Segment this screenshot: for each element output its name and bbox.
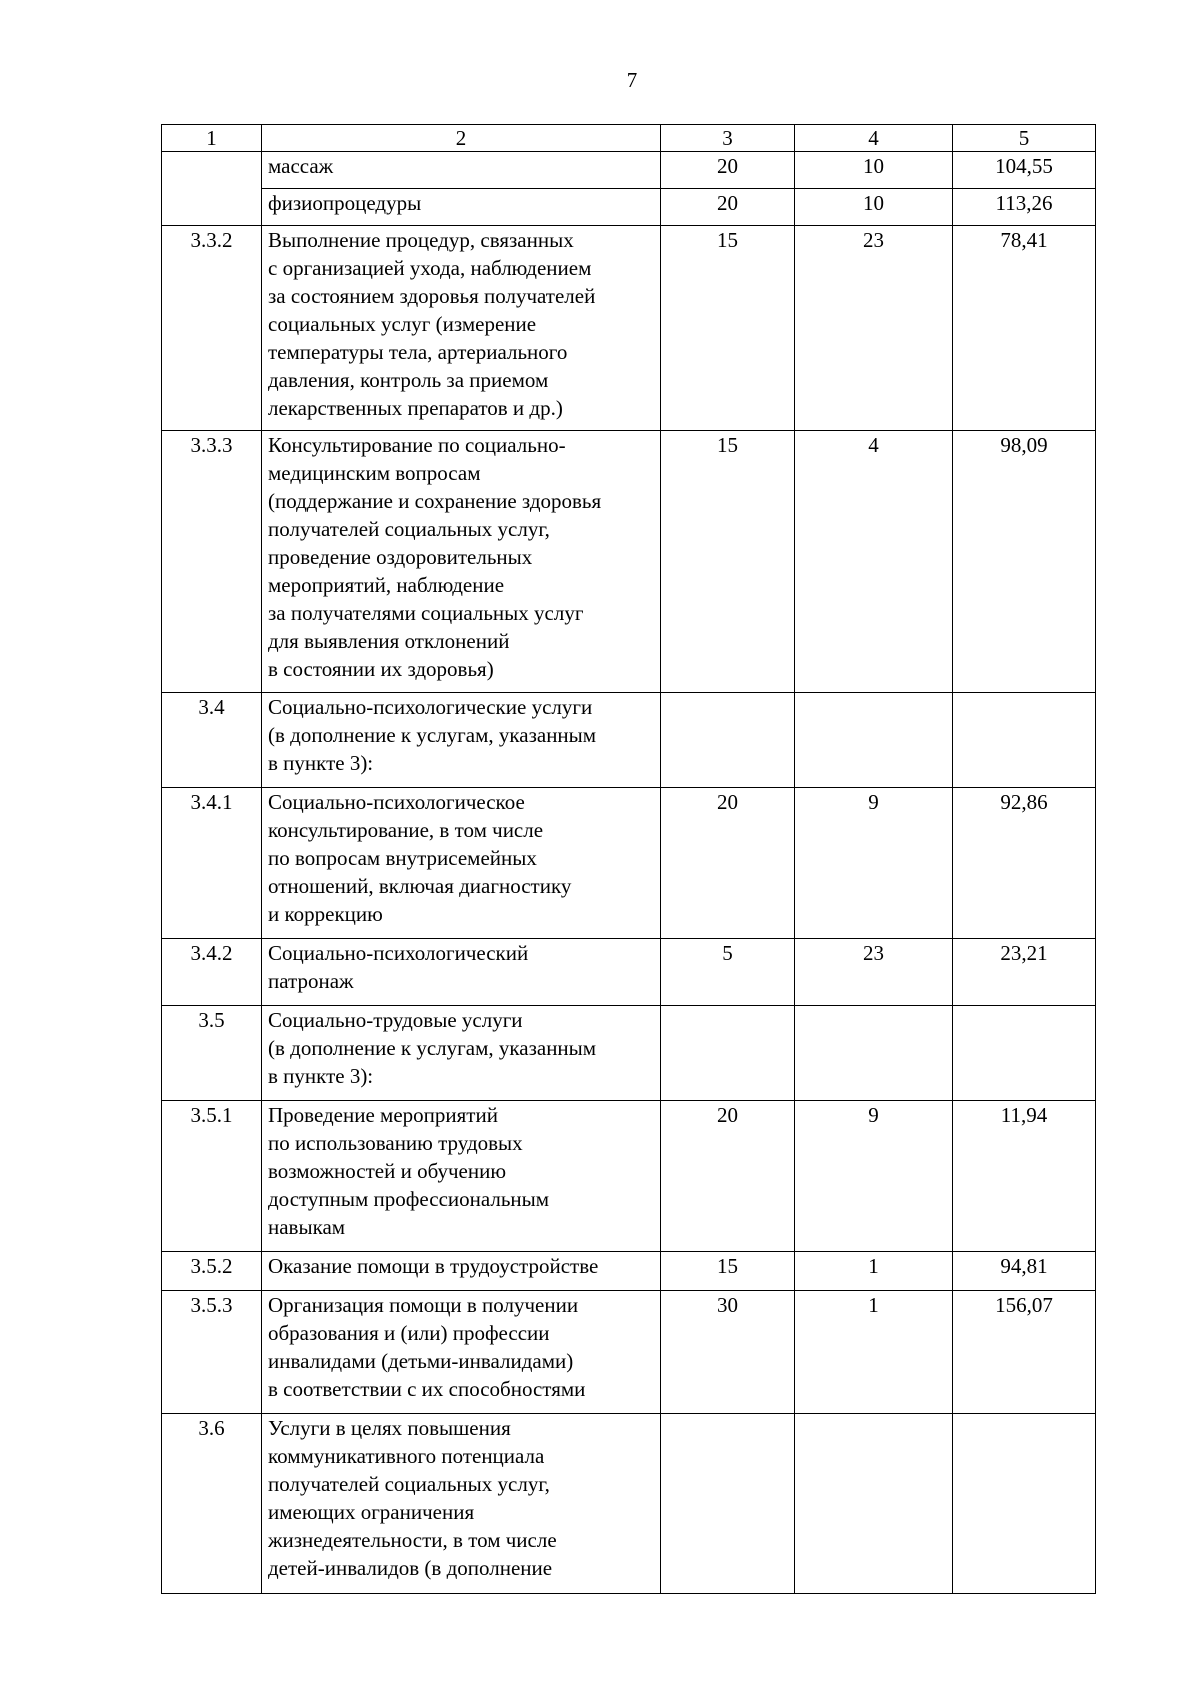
value-cell-3 [661, 1414, 795, 1594]
value-cell-3: 20 [661, 1101, 795, 1252]
table-row [162, 1414, 1096, 1594]
value-cell-5: 11,94 [953, 1101, 1096, 1252]
value-cell-4 [795, 693, 953, 788]
value-cell-4 [795, 1414, 953, 1594]
service-name-cell: Социально-психологический патронаж [262, 939, 661, 1006]
value-cell-5: 104,55 [953, 152, 1096, 189]
value-cell-3: 15 [661, 1252, 795, 1291]
value-cell-3: 20 [661, 152, 795, 189]
value-cell-3 [661, 1006, 795, 1101]
row-number-cell [162, 152, 262, 226]
value-cell-5 [953, 693, 1096, 788]
service-name-cell: физиопроцедуры [262, 189, 661, 226]
table-row [162, 1252, 1096, 1291]
table-row [162, 226, 1096, 431]
page-number: 7 [626, 68, 638, 92]
service-name-cell: Оказание помощи в трудоустройстве [262, 1252, 661, 1291]
row-number-cell: 3.4.2 [162, 939, 262, 1006]
column-header: 2 [262, 125, 661, 152]
row-number-cell: 3.6 [162, 1414, 262, 1594]
table-row [162, 788, 1096, 939]
row-number-cell: 3.3.2 [162, 226, 262, 431]
value-cell-4: 1 [795, 1291, 953, 1414]
table-row [162, 1291, 1096, 1414]
row-number-cell: 3.5.1 [162, 1101, 262, 1252]
value-cell-4: 10 [795, 152, 953, 189]
row-number-cell: 3.3.3 [162, 431, 262, 693]
table-header-row [162, 125, 1096, 152]
row-number-cell: 3.4.1 [162, 788, 262, 939]
value-cell-4: 1 [795, 1252, 953, 1291]
value-cell-5 [953, 1414, 1096, 1594]
value-cell-5: 92,86 [953, 788, 1096, 939]
service-name-cell: Услуги в целях повышения коммуникативного потенциала получателей социальных услуг, имеющих ограничения жизнедеятельности, в том числе детей-инвалидов (в дополнение [262, 1414, 661, 1594]
service-name-cell: Консультирование по социально- медицинским вопросам (поддержание и сохранение здоровья получателей социальных услуг, проведение оздоровительных мероприятий, наблюдение за получателями социальных услуг для выявления отклонений в состоянии их здоровья) [262, 431, 661, 693]
value-cell-5: 113,26 [953, 189, 1096, 226]
value-cell-4: 23 [795, 939, 953, 1006]
value-cell-3: 15 [661, 431, 795, 693]
service-name-cell: Организация помощи в получении образования и (или) профессии инвалидами (детьми-инвалидами) в соответствии с их способностями [262, 1291, 661, 1414]
value-cell-4: 9 [795, 1101, 953, 1252]
value-cell-3: 5 [661, 939, 795, 1006]
column-header: 1 [162, 125, 262, 152]
column-header: 3 [661, 125, 795, 152]
value-cell-5: 94,81 [953, 1252, 1096, 1291]
value-cell-3: 15 [661, 226, 795, 431]
column-header: 5 [953, 125, 1096, 152]
row-number-cell: 3.5.2 [162, 1252, 262, 1291]
value-cell-3: 20 [661, 788, 795, 939]
service-name-cell: Социально-трудовые услуги (в дополнение к услугам, указанным в пункте 3): [262, 1006, 661, 1101]
value-cell-5: 98,09 [953, 431, 1096, 693]
table-row [162, 693, 1096, 788]
row-number-cell: 3.5 [162, 1006, 262, 1101]
service-name-cell: Социально-психологические услуги (в дополнение к услугам, указанным в пункте 3): [262, 693, 661, 788]
value-cell-3: 30 [661, 1291, 795, 1414]
value-cell-5: 23,21 [953, 939, 1096, 1006]
table-row [162, 431, 1096, 693]
service-name-cell: Проведение мероприятий по использованию трудовых возможностей и обучению доступным профессиональным навыкам [262, 1101, 661, 1252]
column-header: 4 [795, 125, 953, 152]
table-row [162, 939, 1096, 1006]
table-row [162, 152, 1096, 189]
services-table [161, 124, 1096, 1594]
table-row [162, 1006, 1096, 1101]
value-cell-3 [661, 693, 795, 788]
value-cell-4: 10 [795, 189, 953, 226]
service-name-cell: Выполнение процедур, связанных с организацией ухода, наблюдением за состоянием здоровья получателей социальных услуг (измерение температуры тела, артериального давления, контроль за приемом лекарственных препаратов и др.) [262, 226, 661, 431]
row-number-cell: 3.4 [162, 693, 262, 788]
table-row [162, 189, 1096, 226]
value-cell-5 [953, 1006, 1096, 1101]
value-cell-4: 4 [795, 431, 953, 693]
value-cell-4: 9 [795, 788, 953, 939]
value-cell-3: 20 [661, 189, 795, 226]
service-name-cell: Социально-психологическое консультирование, в том числе по вопросам внутрисемейных отношений, включая диагностику и коррекцию [262, 788, 661, 939]
table-row [162, 1101, 1096, 1252]
row-number-cell: 3.5.3 [162, 1291, 262, 1414]
service-name-cell: массаж [262, 152, 661, 189]
value-cell-4 [795, 1006, 953, 1101]
value-cell-5: 156,07 [953, 1291, 1096, 1414]
value-cell-5: 78,41 [953, 226, 1096, 431]
value-cell-4: 23 [795, 226, 953, 431]
